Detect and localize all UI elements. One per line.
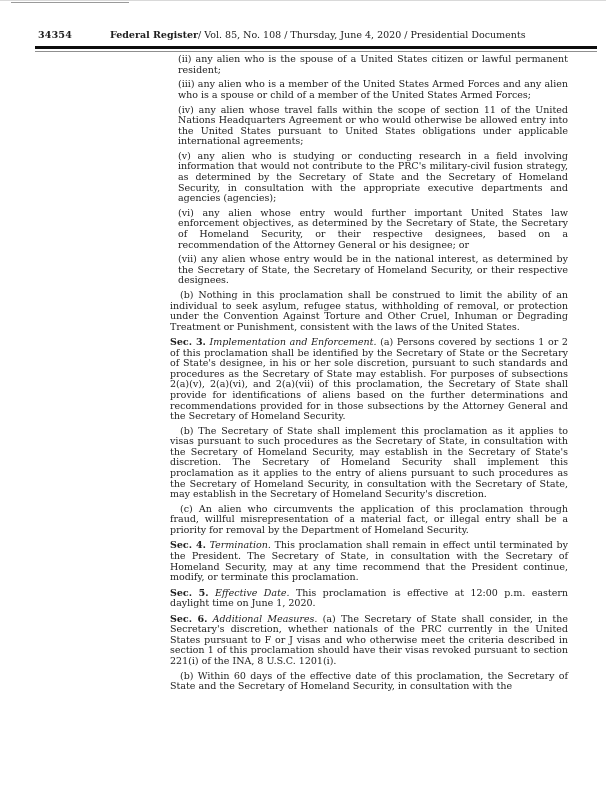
paragraph-section [170, 615, 568, 668]
header-title [110, 30, 526, 41]
section-title: Effective Date. [214, 587, 290, 599]
section-label: Sec. 5. [170, 587, 209, 599]
paragraph-section [170, 589, 568, 610]
section-label: Sec. 6. [170, 613, 208, 625]
section-title: Implementation and Enforcement. [209, 337, 377, 349]
header-rule-dark [35, 46, 597, 49]
paragraph-item [178, 209, 568, 251]
paragraph-item [178, 152, 568, 205]
paragraph-item [178, 55, 568, 76]
header-meta: / Vol. 85, No. 108 / Thursday, June 4, 2020 / Presidential Documents [198, 30, 526, 41]
scan-edge-artifact-dark [11, 2, 129, 3]
header-rule-light [35, 51, 597, 52]
paragraph-section [170, 338, 568, 422]
section-title: Additional Measures. [212, 613, 318, 625]
page-number: 34354 [38, 30, 73, 41]
paragraph-text: (iv) any alien whose travel falls within the scope of section 11 of the United Nations Headquarters Agreement or who would otherwise be allowed entry into the United States pursuant to United States obligations under applicable international agreements; [178, 104, 568, 148]
paragraph-text: (ii) any alien who is the spouse of a United States citizen or lawful permanent resident; [178, 54, 568, 76]
paragraph-text: (a) Persons covered by sections 1 or 2 of this proclamation shall be identified by the Secretary of State or the Secretary of State's designee, in his or her sole discretion, pursuant to such standards and procedures as the Secretary of State may establish. For purposes of subsections 2(a)(v), 2(a)(vi), and 2(a)(vii) of this proclamation, the Secretary of State shall provide for identifications of aliens based on the further determinations and recommendations provided for in those subsections by the Attorney General and the Secretary of Homeland Security. [170, 337, 568, 423]
paragraph-item [178, 255, 568, 287]
paragraph-text: (v) any alien who is studying or conducting research in a field involving information that would not contribute to the PRC's military-civil fusion strategy, as determined by the Secretary of State and the Secretary of Homeland Security, in consultation with the appropriate executive departments and agencies (agencies); [178, 150, 568, 205]
paragraph-section [170, 541, 568, 583]
journal-name: Federal Register [110, 30, 199, 41]
paragraph-para [170, 427, 568, 501]
paragraph-para [170, 505, 568, 537]
paragraph-text: This proclamation is effective at 12:00 p.m. eastern daylight time on June 1, 2020. [170, 587, 568, 610]
paragraph-text: This proclamation shall remain in effect until terminated by the President. The Secretary of State, in consultation with the Secretary of Homeland Security, may at any time recommend that the President continue, modify, or terminate this proclamation. [170, 540, 568, 584]
paragraph-item [178, 80, 568, 101]
section-label: Sec. 3. [170, 337, 206, 349]
scan-edge-artifact [0, 0, 606, 1]
paragraph-text: (b) Within 60 days of the effective date of this proclamation, the Secretary of State and the Secretary of Homeland Security, in consultation with the [170, 670, 568, 693]
paragraph-text: (vi) any alien whose entry would further important United States law enforcement objectives, as determined by the Secretary of State, the Secretary of Homeland Security, or their respective designees, based on a recommendation of the Attorney General or his designee; or [178, 207, 568, 251]
paragraph-text: (a) The Secretary of State shall consider, in the Secretary's discretion, whether nationals of the PRC currently in the United States pursuant to F or J visas and who otherwise meet the criteria described in section 1 of this proclamation should have their visas revoked pursuant to section 221(i) of the INA, 8 U.S.C. 1201(i). [170, 613, 568, 667]
paragraph-text: (b) Nothing in this proclamation shall be construed to limit the ability of an individual to seek asylum, refugee status, withholding of removal, or protection under the Convention Against Torture and Other Cruel, Inhuman or Degrading Treatment or Punishment, consistent with the laws of the United States. [170, 290, 568, 333]
paragraph-text: (iii) any alien who is a member of the United States Armed Forces and any alien who is a spouse or child of a member of the United States Armed Forces; [178, 79, 568, 101]
section-title: Termination. [209, 540, 271, 552]
paragraph-para [170, 291, 568, 333]
page-header [38, 30, 598, 44]
paragraph-item [178, 106, 568, 148]
document-body [170, 55, 568, 697]
section-label: Sec. 4. [170, 540, 206, 552]
paragraph-para [170, 672, 568, 693]
paragraph-text: (b) The Secretary of State shall implement this proclamation as it applies to visas pursuant to such procedures as the Secretary of State, in consultation with the Secretary of Homeland Security, may establish in the Secretary of State's discretion. The Secretary of Homeland Security shall implement this proclamation as it applies to the entry of aliens pursuant to such procedures as the Secretary of Homeland Security, in consultation with the Secretary of State, may establish in the Secretary of Homeland Security's discretion. [170, 425, 568, 501]
paragraph-text: (c) An alien who circumvents the application of this proclamation through fraud, willful misrepresentation of a material fact, or illegal entry shall be a priority for removal by the Department of Homeland Security. [170, 503, 568, 536]
paragraph-text: (vii) any alien whose entry would be in the national interest, as determined by the Secretary of State, the Secretary of Homeland Security, or their respective designees. [178, 254, 568, 287]
